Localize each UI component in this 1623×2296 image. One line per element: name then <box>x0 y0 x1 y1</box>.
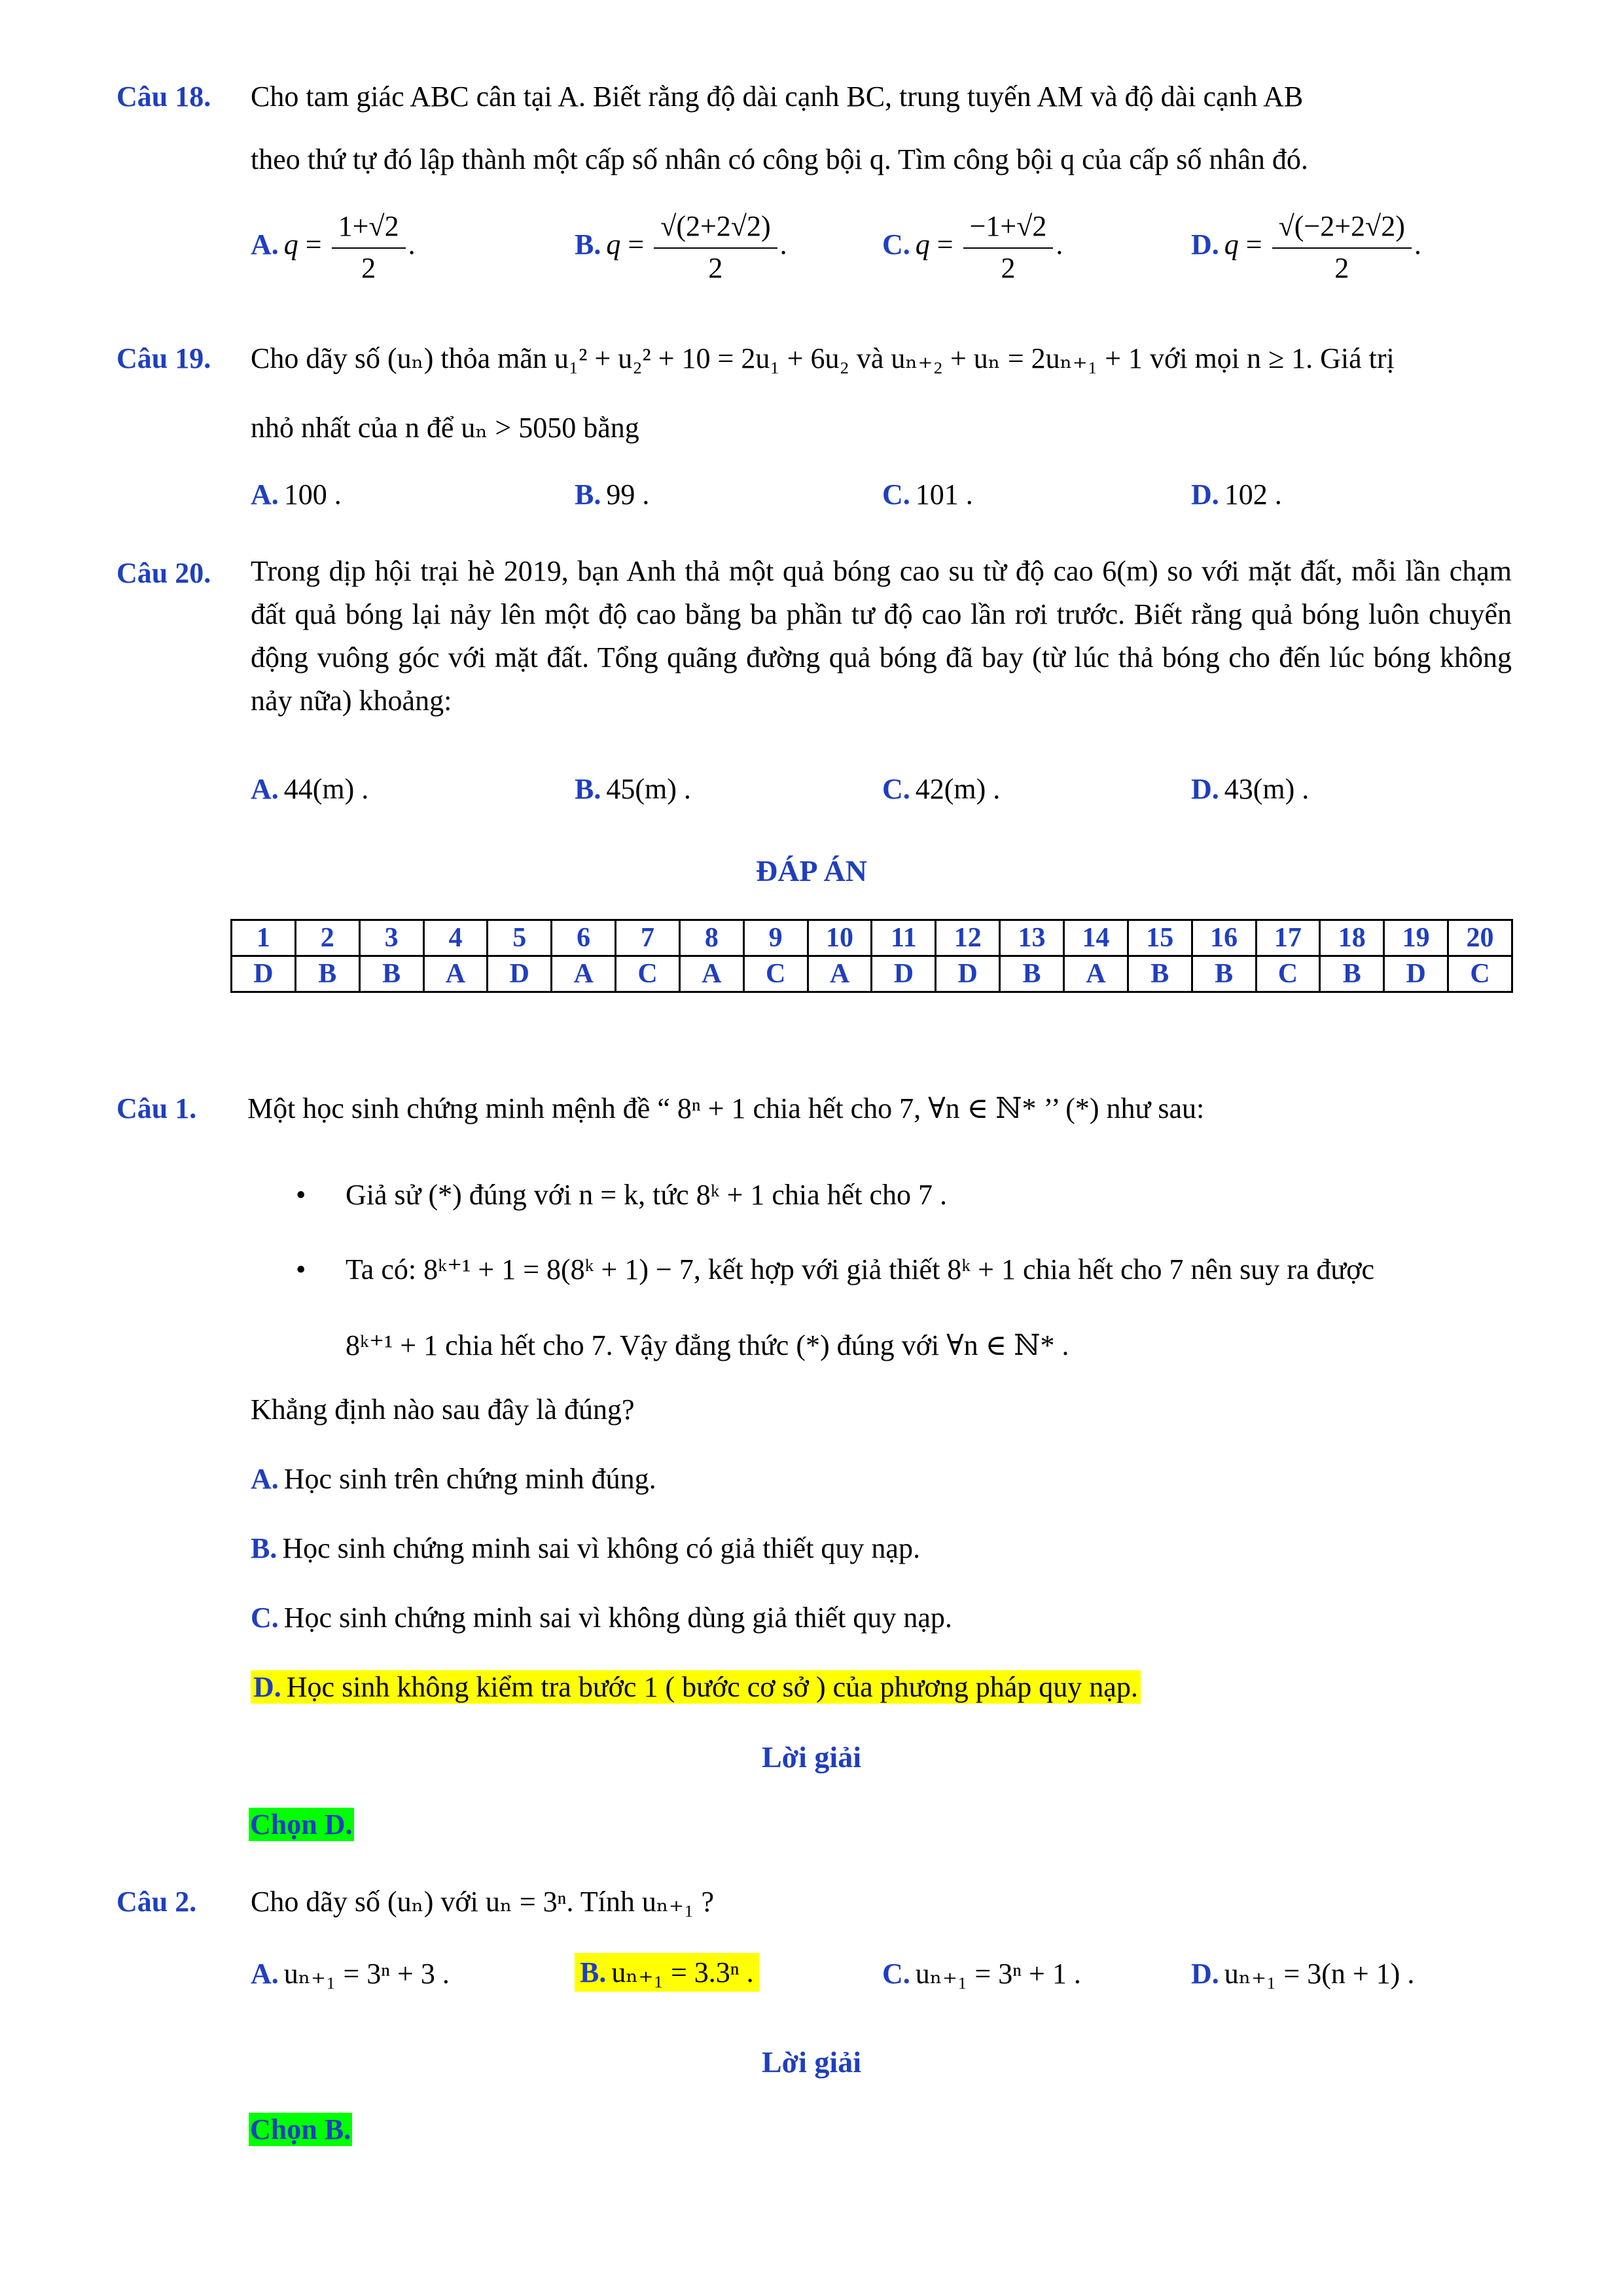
option-text: Học sinh không kiểm tra bước 1 ( bước cơ sở ) của phương pháp quy nạp. <box>286 1671 1138 1703</box>
question-1-label: Câu 1. <box>116 1092 197 1124</box>
option-label: B. <box>580 1956 607 1988</box>
option-a-numerator: 1+√2 <box>332 208 406 249</box>
answer-letter: C <box>616 956 680 992</box>
option-d-numerator: √(−2+2√2) <box>1272 208 1412 249</box>
question-18-option-a: A. q = $\frac{1+√2}{2}$ . <box>251 208 416 287</box>
answer-number: 5 <box>488 920 552 956</box>
question-2-option-b-highlighted <box>575 1953 759 1992</box>
answer-number: 18 <box>1320 920 1384 956</box>
question-18-label: Câu 18. <box>116 81 211 113</box>
option-text: uₙ₊₁ = 3(n + 1) . <box>1224 1958 1415 1990</box>
option-label: A. <box>251 228 279 261</box>
answer-letter: A <box>552 956 616 992</box>
question-1-option-a <box>251 1462 656 1496</box>
question-2-option-a <box>251 1957 450 1990</box>
answer-number: 6 <box>552 920 616 956</box>
question-2-choice: Chọn B. <box>250 2113 351 2145</box>
question-18-option-d: D. q = $\frac{√(-2+2√2)}{2}$ . <box>1191 208 1421 287</box>
option-label: B. <box>575 478 601 511</box>
question-18-option-b: B. q = $\frac{√(2+2√2)}{2}$ . <box>575 208 787 287</box>
question-1-solution-title: Lời giải <box>762 1740 861 1774</box>
answer-letter: B <box>1000 956 1064 992</box>
answer-number: 1 <box>232 920 296 956</box>
question-1-choice: Chọn D. <box>250 1808 353 1840</box>
answer-number: 13 <box>1000 920 1064 956</box>
answer-number: 8 <box>679 920 743 956</box>
bullet-dot-icon: • <box>296 1179 306 1211</box>
answer-letter: D <box>488 956 552 992</box>
bullet-dot-icon: • <box>296 1253 306 1285</box>
bullet-2-text-line-1: Ta có: 8ᵏ⁺¹ + 1 = 8(8ᵏ + 1) − 7, kết hợp với giả thiết 8ᵏ + 1 chia hết cho 7 nên suy ra được <box>346 1253 1375 1285</box>
answer-number: 4 <box>423 920 488 956</box>
option-text: uₙ₊₁ = 3ⁿ + 1 . <box>915 1958 1081 1990</box>
answer-number: 14 <box>1063 920 1128 956</box>
option-label: C. <box>882 773 910 805</box>
answer-number: 9 <box>743 920 808 956</box>
option-label: D. <box>1191 773 1219 805</box>
question-1-option-d-highlighted <box>251 1670 1141 1704</box>
answer-key-table <box>230 919 1513 993</box>
answer-letter: B <box>1192 956 1256 992</box>
answer-letter: A <box>423 956 488 992</box>
option-a-denominator: 2 <box>361 252 376 284</box>
answer-number: 11 <box>872 920 936 956</box>
option-label: C. <box>882 1958 910 1990</box>
option-label: D. <box>1191 228 1219 261</box>
answer-key-letters-row <box>232 956 1512 992</box>
answer-number: 3 <box>359 920 423 956</box>
question-19-option-c <box>882 478 973 511</box>
answer-number: 7 <box>616 920 680 956</box>
answer-number: 10 <box>808 920 872 956</box>
option-text: 102 . <box>1224 478 1282 511</box>
option-label: C. <box>882 478 910 511</box>
option-text: 100 . <box>283 478 342 511</box>
question-2-solution-title: Lời giải <box>762 2045 861 2079</box>
question-19-line-2: nhỏ nhất của n để uₙ > 5050 bằng <box>251 412 639 444</box>
question-20-option-b <box>575 772 691 806</box>
answer-number: 20 <box>1448 920 1512 956</box>
answer-number: 17 <box>1256 920 1320 956</box>
question-20-text: Trong dịp hội trại hè 2019, bạn Anh thả một quả bóng cao su từ độ cao 6(m) so với mặt đất, mỗi lần chạm đất quả bóng lại nảy lên một độ cao bằng ba phần tư độ cao lần rơi trước. Biết rằng quả bóng luôn chuyển động vuông góc với mặt đất. Tổng quãng đường quả bóng đã bay (từ lúc thả bóng cho đến lúc bóng không nảy nữa) khoảng: <box>251 555 1512 717</box>
option-label: C. <box>882 228 910 261</box>
option-d-denominator: 2 <box>1334 252 1349 284</box>
question-1-option-b <box>251 1532 920 1565</box>
question-1-prompt: Khẳng định nào sau đây là đúng? <box>251 1393 635 1426</box>
option-text: 42(m) . <box>915 773 1001 805</box>
answer-letter: C <box>1256 956 1320 992</box>
question-18-line-1: Cho tam giác ABC cân tại A. Biết rằng độ dài cạnh BC, trung tuyến AM và độ dài cạnh AB <box>251 81 1304 113</box>
answer-letter: D <box>1384 956 1448 992</box>
question-19-option-b <box>575 478 649 511</box>
option-text: 43(m) . <box>1224 773 1310 805</box>
option-text: 101 . <box>915 478 973 511</box>
answer-letter: B <box>1128 956 1192 992</box>
option-text: 44(m) . <box>283 773 369 805</box>
option-c-denominator: 2 <box>1001 252 1016 284</box>
question-19-label: Câu 19. <box>116 342 211 374</box>
option-label: D. <box>1191 478 1219 511</box>
question-20-label: Câu 20. <box>116 557 211 589</box>
answer-number: 16 <box>1192 920 1256 956</box>
answer-letter: A <box>1063 956 1128 992</box>
question-19-option-d <box>1191 478 1282 511</box>
question-20-option-a <box>251 772 368 806</box>
option-text: 45(m) . <box>606 773 691 805</box>
answer-letter: D <box>936 956 1000 992</box>
bullet-2-text-line-2: 8ᵏ⁺¹ + 1 chia hết cho 7. Vậy đẳng thức (*) đúng với ∀n ∈ ℕ* . <box>346 1329 1069 1361</box>
option-label: A. <box>251 773 279 805</box>
option-label: A. <box>251 1463 279 1495</box>
answer-letter: A <box>808 956 872 992</box>
answer-number: 2 <box>295 920 359 956</box>
option-text: uₙ₊₁ = 3ⁿ + 3 . <box>283 1958 450 1990</box>
answer-number: 19 <box>1384 920 1448 956</box>
question-19-option-a <box>251 478 342 511</box>
answer-letter: C <box>1448 956 1512 992</box>
answer-number: 15 <box>1128 920 1192 956</box>
answer-letter: B <box>1320 956 1384 992</box>
question-2-label: Câu 2. <box>116 1886 197 1918</box>
option-label: D. <box>253 1671 281 1703</box>
question-20-option-c <box>882 772 1000 806</box>
question-18-line-2: theo thứ tự đó lập thành một cấp số nhân có công bội q. Tìm công bội q của cấp số nhân đó. <box>251 143 1308 175</box>
option-label: A. <box>251 478 279 511</box>
question-1-line-1: Một học sinh chứng minh mệnh đề “ 8ⁿ + 1 chia hết cho 7, ∀n ∈ ℕ* ’’ (*) như sau: <box>247 1092 1205 1124</box>
option-text: Học sinh trên chứng minh đúng. <box>283 1463 656 1495</box>
question-2-option-d <box>1191 1957 1414 1990</box>
bullet-1-text: Giả sử (*) đúng với n = k, tức 8ᵏ + 1 chia hết cho 7 . <box>346 1179 947 1211</box>
question-2-line-1: Cho dãy số (uₙ) với uₙ = 3ⁿ. Tính uₙ₊₁ ? <box>251 1886 714 1918</box>
question-1-option-c <box>251 1601 952 1634</box>
option-text: Học sinh chứng minh sai vì không dùng giả thiết quy nạp. <box>283 1602 952 1634</box>
option-label: D. <box>1191 1958 1219 1990</box>
option-text: Học sinh chứng minh sai vì không có giả thiết quy nạp. <box>282 1532 920 1564</box>
answer-letter: C <box>743 956 808 992</box>
question-2-option-c <box>882 1957 1081 1990</box>
question-20-option-d <box>1191 772 1309 806</box>
question-19-line-1: Cho dãy số (uₙ) thỏa mãn u₁² + u₂² + 10 = 2u₁ + 6u₂ và uₙ₊₂ + uₙ = 2uₙ₊₁ + 1 với mọi n ≥ 1. Giá trị <box>251 342 1395 374</box>
answer-key-numbers-row <box>232 920 1512 956</box>
question-18-option-c: C. q = $\frac{-1+√2}{2}$ . <box>882 208 1063 287</box>
option-label: B. <box>575 228 601 261</box>
option-text: uₙ₊₁ = 3.3ⁿ . <box>611 1956 754 1988</box>
option-c-numerator: −1+√2 <box>963 208 1054 249</box>
answer-letter: D <box>872 956 936 992</box>
answer-letter: D <box>232 956 296 992</box>
option-label: B. <box>251 1532 277 1564</box>
answer-letter: B <box>295 956 359 992</box>
option-b-numerator: √(2+2√2) <box>654 208 777 249</box>
answer-letter: B <box>359 956 423 992</box>
option-label: B. <box>575 773 601 805</box>
answer-key-title: ĐÁP ÁN <box>756 854 867 888</box>
answer-letter: A <box>679 956 743 992</box>
option-label: C. <box>251 1602 279 1634</box>
option-b-denominator: 2 <box>708 252 723 284</box>
answer-number: 12 <box>936 920 1000 956</box>
option-text: 99 . <box>606 478 650 511</box>
option-label: A. <box>251 1958 279 1990</box>
